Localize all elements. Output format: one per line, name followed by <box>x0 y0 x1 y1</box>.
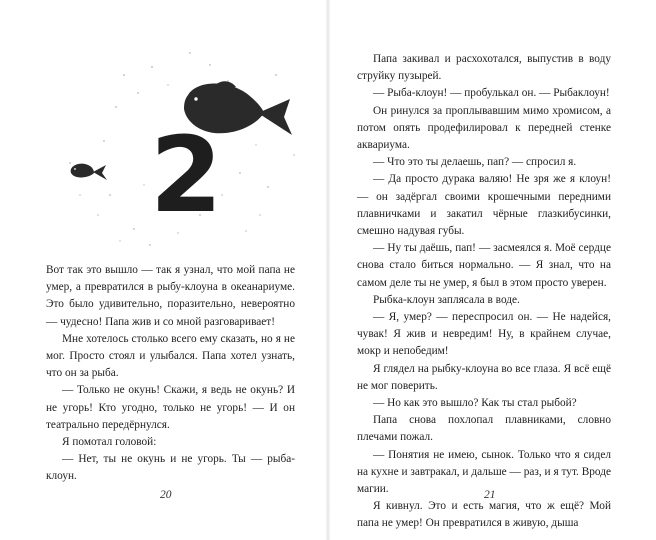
paragraph: — Нет, ты не окунь и не угорь. Ты — рыбаклоун. <box>46 453 295 483</box>
small-fish <box>71 164 107 180</box>
paragraph: — Ну ты даёшь, пап! — засмеялся я. Моё сердце снова стало биться нормально. — Я знал, что на самом деле ты не умер, я был в этом просто уверен. <box>357 242 611 289</box>
paragraph: Он ринулся за проплывавшим мимо хромисом, а потом опять продефилировал к передней стенке аквариума. <box>357 104 611 152</box>
paragraph: Мне хотелось столько всего ему сказать, но я не мог. Просто стоял и улыбался. Папа хотел узнать, что он за рыба. <box>46 332 295 380</box>
page-number-left: 20 <box>160 489 172 501</box>
paragraph: — Только не окунь! Скажи, я ведь не окунь? И не угорь! Кто угодно, только не угорь! — И он театрально передёрнулся. <box>46 384 295 431</box>
paragraph: Папа закивал и расхохотался, выпустив в воду струйку пузырей. <box>357 53 611 83</box>
paragraph: Я глядел на рыбку-клоуна во все глаза. Я всё ещё не мог поверить. <box>357 362 611 392</box>
paragraph: Рыбка-клоун заплясала в воде. <box>373 293 520 306</box>
paragraph: — Но как это вышло? Как ты стал рыбой? <box>373 397 577 410</box>
paragraph: — Что это ты делаешь, пап? — спросил я. <box>373 156 577 169</box>
paragraph: Папа снова похлопал плавниками, словно плечами пожал. <box>357 414 611 444</box>
paragraph: — Да просто дурака валяю! Не зря же я клоун! — он задёргал своими крошечными передними плавничками и закатил чёрные глазкибусинки, смешно надувая губы. <box>357 173 611 238</box>
paragraph: Вот так это вышло — так я узнал, что мой папа не умер, а превратился в рыбу-клоуна в океанариуме. Это было удивительно, поразительно, невероятно — чудесно! Папа жив и со мной разговаривает! <box>46 264 295 328</box>
paragraph: Я кивнул. Это и есть магия, что ж ещё? Мой папа не умер! Он превратился в живую, дыша <box>357 500 611 530</box>
left-page-text <box>46 262 295 486</box>
chapter-illustration <box>50 45 310 255</box>
paragraph: — Понятия не имею, сынок. Только что я сидел на кухне и завтракал, и дальше — раз, и я тут. Вроде магии. <box>357 448 611 496</box>
chapter-number: 2 <box>150 114 223 236</box>
right-page-text <box>357 51 611 533</box>
paragraph: — Я, умер? — переспросил он. — Не надейся, чувак! Я жив и невредим! Ну, в крайнем случае, мокр и непобедим! <box>357 311 611 358</box>
paragraph: Я помотал головой: <box>62 436 157 449</box>
page-number-right: 21 <box>484 489 496 501</box>
paragraph: — Рыба-клоун! — пробулькал он. — Рыбаклоун! <box>373 87 610 100</box>
